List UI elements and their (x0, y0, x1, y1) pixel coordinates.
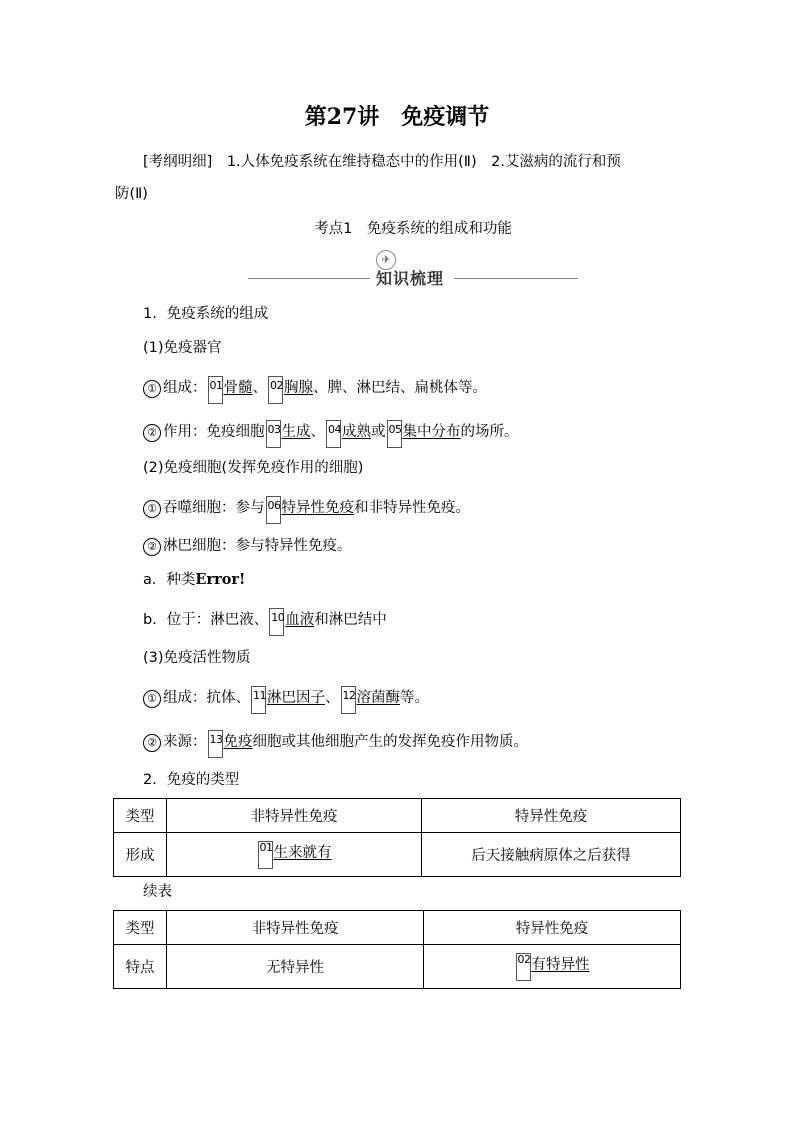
answer-box: 04 (326, 420, 341, 448)
answer-text: 成熟 (342, 424, 371, 440)
answer-box: 13 (208, 730, 223, 758)
organs-item-2: ② 作用：免疫细胞 03 生成、 04 成熟或 05 集中分布的场所。 (143, 420, 519, 448)
organs-item-1: ① 组成： 01 骨髓、 02 胸腺、脾、淋巴结、扁桃体等。 (143, 376, 487, 404)
section-2-heading: 2．免疫的类型 (143, 772, 240, 788)
answer-text: 胸腺 (284, 380, 313, 396)
answer-text: 血液 (285, 612, 315, 628)
immunity-type-table-1 (113, 798, 681, 877)
active-item-1: ① 组成：抗体、 11 淋巴因子、 12 溶菌酶等。 (143, 686, 429, 714)
answer-text: 溶菌酶 (356, 690, 400, 706)
organs-heading: (1)免疫器官 (143, 340, 222, 356)
answer-text: 淋巴因子 (267, 690, 325, 706)
answer-text: 免疫 (223, 734, 253, 750)
answer-text: 集中分布 (402, 424, 461, 440)
answer-text: 生成 (281, 424, 311, 440)
cells-item-a: a．种类Error! (143, 571, 246, 588)
error-text: Error! (195, 571, 246, 588)
table-row-label: 形成 (114, 833, 167, 877)
answer-box: 06 (266, 496, 281, 524)
circled-number: ① (143, 500, 161, 518)
circled-number: ① (143, 690, 161, 708)
cells-item-1: ① 吞噬细胞：参与 06 特异性免疫和非特异性免疫。 (143, 496, 470, 524)
table-cell: 无特异性 (167, 945, 424, 989)
circled-number: ① (143, 380, 161, 398)
answer-box: 12 (341, 686, 356, 714)
continued-label: 续表 (143, 884, 172, 900)
answer-text: 有特异性 (531, 956, 590, 973)
answer-text: 骨髓 (223, 380, 253, 396)
paper-plane-icon: ✈ (376, 250, 396, 270)
table-cell (167, 833, 422, 877)
answer-box: 01 (208, 376, 223, 404)
cells-heading: (2)免疫细胞(发挥免疫作用的细胞) (143, 460, 364, 476)
banner-divider-left (248, 278, 370, 279)
table-header-cell: 非特异性免疫 (167, 799, 422, 833)
answer-box: 10 (269, 608, 284, 636)
table-cell (424, 945, 681, 989)
active-heading: (3)免疫活性物质 (143, 650, 251, 666)
banner-divider-right (454, 278, 578, 279)
cells-item-2: ② 淋巴细胞：参与特异性免疫。 (143, 536, 352, 556)
answer-box: 01 (258, 841, 273, 869)
active-item-2: ② 来源： 13 免疫细胞或其他细胞产生的发挥免疫作用物质。 (143, 730, 528, 758)
answer-box: 02 (268, 376, 283, 404)
page-title: 第27讲 免疫调节 (304, 104, 490, 130)
table-header-cell: 特异性免疫 (424, 911, 681, 945)
answer-box: 02 (516, 953, 531, 981)
circled-number: ② (143, 734, 161, 752)
answer-text: 生来就有 (273, 844, 332, 861)
answer-box: 05 (387, 420, 402, 448)
answer-box: 11 (251, 686, 266, 714)
cells-item-b: b．位于：淋巴液、 10 血液和淋巴结中 (143, 608, 387, 636)
circled-number: ② (143, 538, 161, 556)
banner-title: 知识梳理 (376, 269, 445, 288)
table-cell: 后天接触病原体之后获得 (422, 833, 681, 877)
table-header-cell: 非特异性免疫 (167, 911, 424, 945)
answer-text: 特异性免疫 (281, 500, 354, 516)
answer-box: 03 (266, 420, 281, 448)
circled-number: ② (143, 424, 161, 442)
table-row-label: 特点 (114, 945, 167, 989)
table-header-cell: 类型 (114, 911, 167, 945)
outline-line-2: 防(Ⅱ) (115, 186, 148, 202)
section-1-heading: 1．免疫系统的组成 (143, 306, 269, 322)
table-header-cell: 类型 (114, 799, 167, 833)
kaodian-heading: 考点1 免疫系统的组成和功能 (314, 221, 512, 237)
table-header-cell: 特异性免疫 (422, 799, 681, 833)
immunity-type-table-2 (113, 910, 681, 989)
outline-line-1: [考纲明细] 1.人体免疫系统在维持稳态中的作用(Ⅱ) 2.艾滋病的流行和预 (143, 154, 621, 170)
